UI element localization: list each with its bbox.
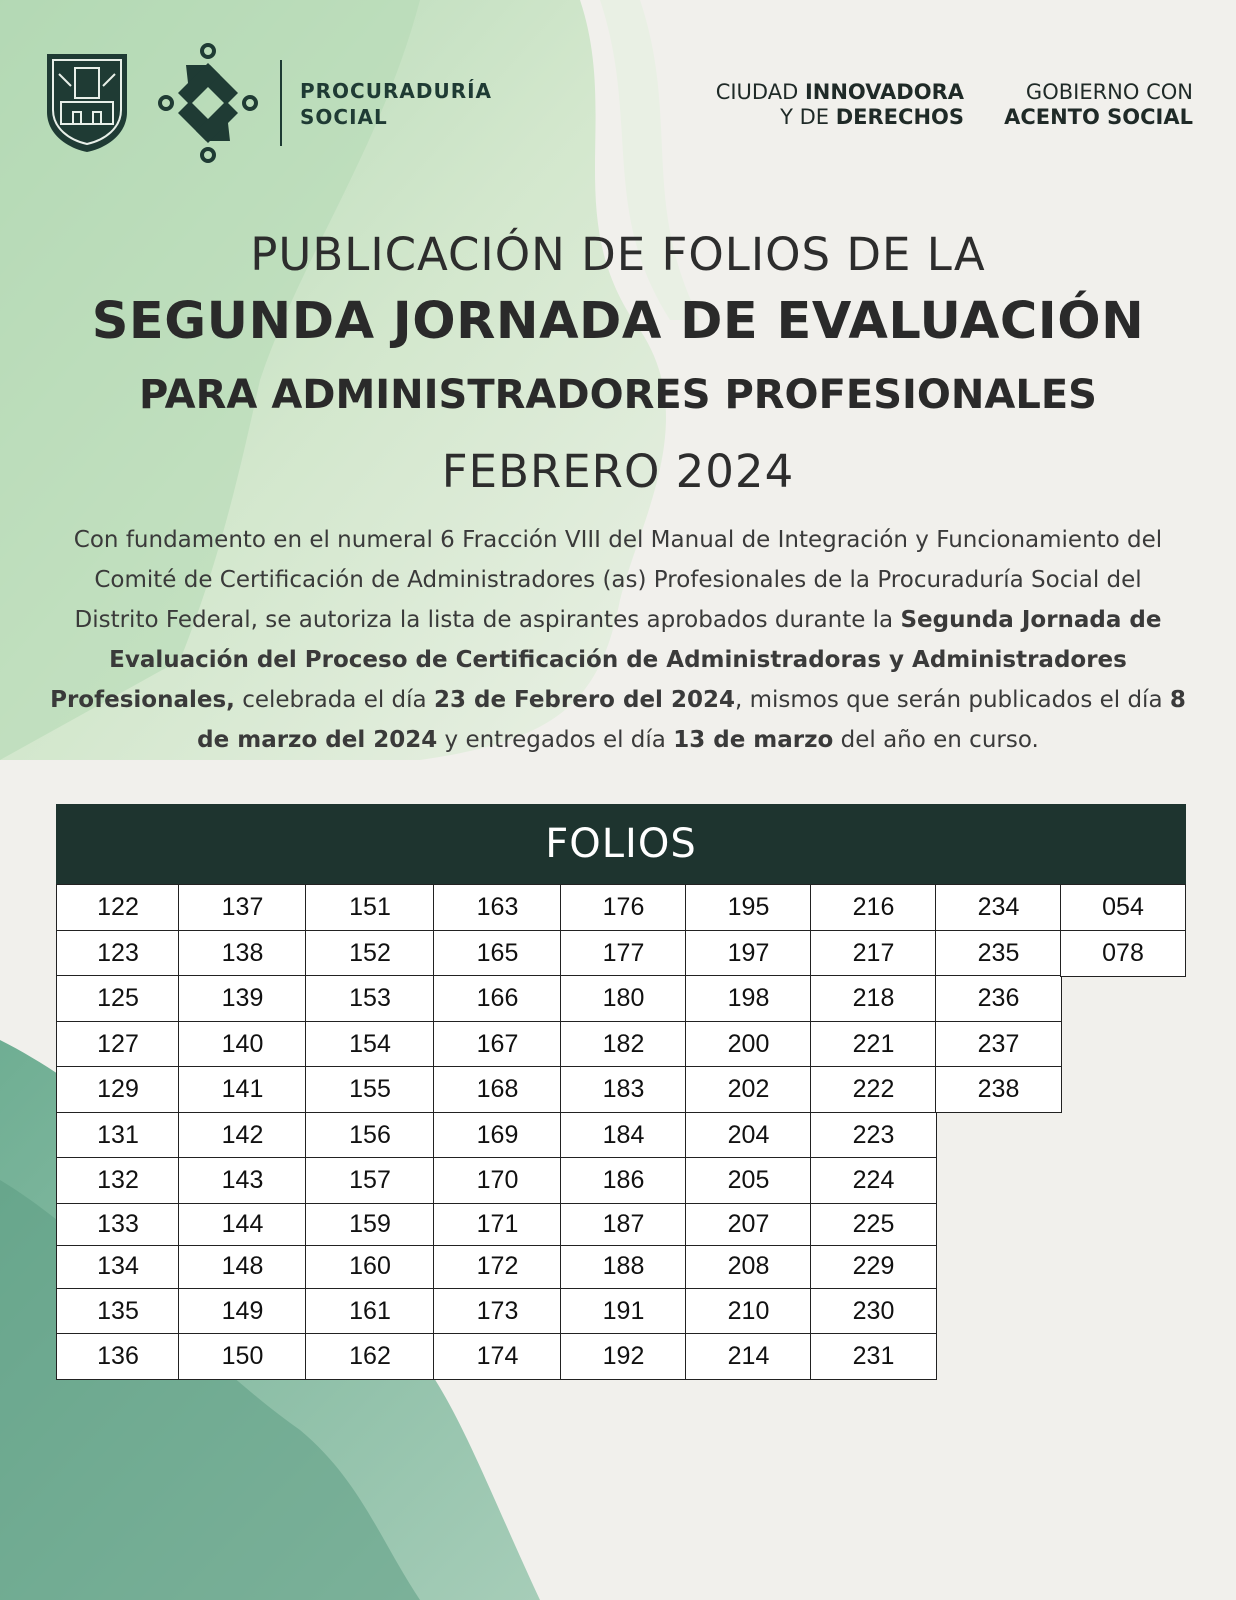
folio-cell: 142 bbox=[178, 1112, 307, 1159]
title-line-4: FEBRERO 2024 bbox=[441, 445, 795, 498]
folio-cell: 134 bbox=[56, 1245, 180, 1289]
folio-column bbox=[935, 884, 1062, 1113]
para-text-4: y entregados el día bbox=[437, 727, 674, 753]
folio-cell: 210 bbox=[685, 1288, 812, 1335]
folio-cell: 132 bbox=[56, 1157, 180, 1204]
folio-cell: 138 bbox=[178, 930, 307, 977]
folio-cell: 186 bbox=[560, 1157, 687, 1204]
folio-cell: 136 bbox=[56, 1333, 180, 1380]
folio-cell: 177 bbox=[560, 930, 687, 977]
folio-cell: 231 bbox=[810, 1333, 937, 1380]
slogan1-line2-bold: DERECHOS bbox=[835, 105, 964, 129]
brand-line-1: PROCURADURÍA bbox=[300, 79, 493, 103]
para-bold-2: 23 de Febrero del 2024 bbox=[433, 687, 735, 713]
folio-cell: 197 bbox=[685, 930, 812, 977]
folio-cell: 235 bbox=[935, 930, 1062, 977]
folio-cell: 236 bbox=[935, 975, 1062, 1022]
folio-cell: 150 bbox=[178, 1333, 307, 1380]
folio-cell: 148 bbox=[178, 1245, 307, 1289]
slogan1-line1-bold: INNOVADORA bbox=[804, 80, 964, 104]
para-bold-4: 13 de marzo bbox=[673, 727, 834, 753]
folio-cell: 198 bbox=[685, 975, 812, 1022]
folio-cell: 159 bbox=[305, 1203, 435, 1247]
folio-cell: 187 bbox=[560, 1203, 687, 1247]
folio-cell: 225 bbox=[810, 1203, 937, 1247]
para-text-2: celebrada el día bbox=[234, 687, 434, 713]
cdmx-shield-icon bbox=[43, 50, 131, 154]
para-bold-1: Segunda Jornada de Evaluación del Proceso de Certificación de Administradoras y Administradores Profesionales, bbox=[50, 607, 1162, 713]
folio-cell: 208 bbox=[685, 1245, 812, 1289]
folio-cell: 192 bbox=[560, 1333, 687, 1380]
folio-column bbox=[433, 884, 562, 1380]
folio-cell: 200 bbox=[685, 1021, 812, 1068]
folio-cell: 123 bbox=[56, 930, 180, 977]
title-line-1: PUBLICACIÓN DE FOLIOS DE LA bbox=[250, 228, 986, 281]
folio-cell: 180 bbox=[560, 975, 687, 1022]
folio-cell: 238 bbox=[935, 1066, 1062, 1113]
folio-cell: 165 bbox=[433, 930, 562, 977]
folio-column bbox=[810, 884, 937, 1380]
brand-line-2: SOCIAL bbox=[300, 105, 388, 129]
folio-cell: 054 bbox=[1060, 884, 1186, 931]
folio-cell: 152 bbox=[305, 930, 435, 977]
folio-cell: 160 bbox=[305, 1245, 435, 1289]
slogan1-line1-light: CIUDAD bbox=[715, 80, 805, 104]
folio-cell: 204 bbox=[685, 1112, 812, 1159]
folio-cell: 217 bbox=[810, 930, 937, 977]
announcement-paragraph bbox=[50, 520, 1186, 760]
procuraduria-brand bbox=[300, 78, 492, 130]
cdmx-knot-logo-icon bbox=[158, 43, 258, 163]
folio-cell: 141 bbox=[178, 1066, 307, 1113]
folio-cell: 168 bbox=[433, 1066, 562, 1113]
folio-cell: 139 bbox=[178, 975, 307, 1022]
folio-cell: 184 bbox=[560, 1112, 687, 1159]
folio-cell: 127 bbox=[56, 1021, 180, 1068]
folio-cell: 133 bbox=[56, 1203, 180, 1247]
slogan2-line2: ACENTO SOCIAL bbox=[1004, 105, 1193, 129]
folio-cell: 222 bbox=[810, 1066, 937, 1113]
folio-cell: 173 bbox=[433, 1288, 562, 1335]
folio-cell: 131 bbox=[56, 1112, 180, 1159]
folio-cell: 125 bbox=[56, 975, 180, 1022]
folio-cell: 157 bbox=[305, 1157, 435, 1204]
folio-cell: 214 bbox=[685, 1333, 812, 1380]
folio-cell: 122 bbox=[56, 884, 180, 931]
folio-cell: 140 bbox=[178, 1021, 307, 1068]
folio-column bbox=[1060, 884, 1186, 977]
folio-cell: 161 bbox=[305, 1288, 435, 1335]
folio-cell: 135 bbox=[56, 1288, 180, 1335]
folio-cell: 172 bbox=[433, 1245, 562, 1289]
folio-cell: 234 bbox=[935, 884, 1062, 931]
folios-table-header: FOLIOS bbox=[56, 804, 1186, 884]
folio-cell: 202 bbox=[685, 1066, 812, 1113]
folio-cell: 216 bbox=[810, 884, 937, 931]
folio-cell: 167 bbox=[433, 1021, 562, 1068]
folio-cell: 195 bbox=[685, 884, 812, 931]
folio-cell: 151 bbox=[305, 884, 435, 931]
folio-cell: 137 bbox=[178, 884, 307, 931]
folio-cell: 143 bbox=[178, 1157, 307, 1204]
folio-cell: 163 bbox=[433, 884, 562, 931]
folio-cell: 156 bbox=[305, 1112, 435, 1159]
folio-column bbox=[305, 884, 435, 1380]
folio-cell: 182 bbox=[560, 1021, 687, 1068]
folio-cell: 229 bbox=[810, 1245, 937, 1289]
para-text-1: Con fundamento en el numeral 6 Fracción VIII del Manual de Integración y Funcionamiento del Comité de Certificación de Administradores (as) Profesionales de la Procuraduría Social del Distrito Federal, se autoriza la lista de aspirantes aprobados durante la bbox=[73, 527, 1163, 633]
folio-cell: 149 bbox=[178, 1288, 307, 1335]
slogan-ciudad-innovadora bbox=[690, 80, 964, 130]
folio-cell: 169 bbox=[433, 1112, 562, 1159]
folio-cell: 166 bbox=[433, 975, 562, 1022]
folio-cell: 154 bbox=[305, 1021, 435, 1068]
folio-cell: 170 bbox=[433, 1157, 562, 1204]
folio-cell: 218 bbox=[810, 975, 937, 1022]
slogan2-line1: GOBIERNO CON bbox=[1025, 80, 1193, 104]
folio-cell: 221 bbox=[810, 1021, 937, 1068]
folio-cell: 078 bbox=[1060, 930, 1186, 977]
title-line-3: PARA ADMINISTRADORES PROFESIONALES bbox=[139, 372, 1097, 418]
para-text-3: , mismos que serán publicados el día bbox=[734, 687, 1170, 713]
folio-column bbox=[56, 884, 180, 1380]
folio-cell: 162 bbox=[305, 1333, 435, 1380]
folio-cell: 230 bbox=[810, 1288, 937, 1335]
para-bold-3: 8 de marzo del 2024 bbox=[197, 687, 1186, 753]
folio-column bbox=[560, 884, 687, 1380]
folio-column bbox=[178, 884, 307, 1380]
folio-cell: 171 bbox=[433, 1203, 562, 1247]
folio-cell: 144 bbox=[178, 1203, 307, 1247]
header-divider bbox=[280, 60, 282, 146]
folio-cell: 174 bbox=[433, 1333, 562, 1380]
folio-cell: 207 bbox=[685, 1203, 812, 1247]
folio-cell: 155 bbox=[305, 1066, 435, 1113]
folio-cell: 176 bbox=[560, 884, 687, 931]
folio-cell: 237 bbox=[935, 1021, 1062, 1068]
folio-cell: 205 bbox=[685, 1157, 812, 1204]
folio-cell: 188 bbox=[560, 1245, 687, 1289]
folio-cell: 183 bbox=[560, 1066, 687, 1113]
title-line-2: SEGUNDA JORNADA DE EVALUACIÓN bbox=[91, 292, 1145, 351]
folio-column bbox=[685, 884, 812, 1380]
folio-cell: 224 bbox=[810, 1157, 937, 1204]
folio-cell: 153 bbox=[305, 975, 435, 1022]
slogan1-line2-light: Y DE bbox=[780, 105, 836, 129]
para-text-5: del año en curso. bbox=[833, 727, 1039, 753]
folio-cell: 129 bbox=[56, 1066, 180, 1113]
folio-cell: 191 bbox=[560, 1288, 687, 1335]
slogan-gobierno-acento-social bbox=[985, 80, 1193, 130]
folio-cell: 223 bbox=[810, 1112, 937, 1159]
